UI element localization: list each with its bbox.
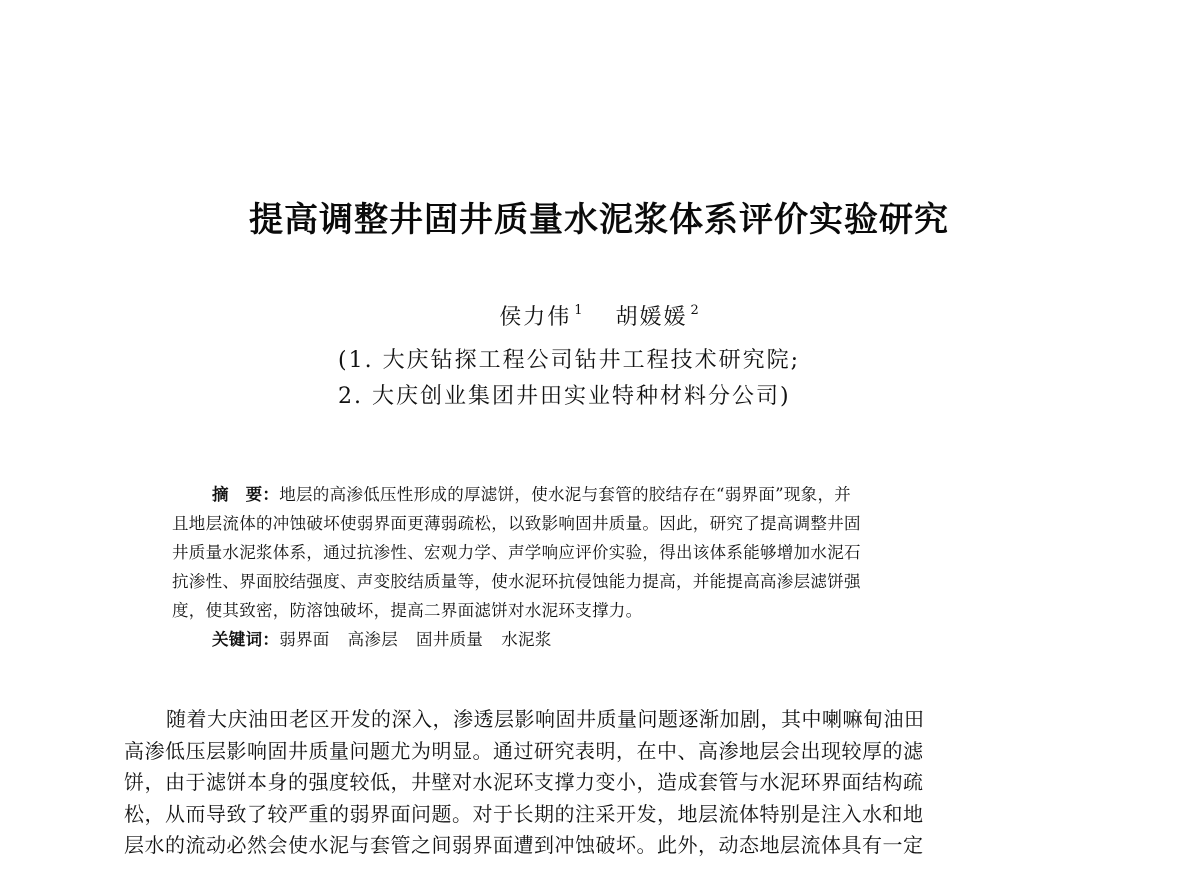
abstract-block [172,480,1044,654]
abstract-label: 摘 要： [212,485,280,504]
keywords-label: 关键词： [212,630,280,649]
keyword: 高渗层 [347,630,399,649]
paper-title: 提高调整井固井质量水泥浆体系评价实验研究 [249,200,949,240]
author-2-name: 胡媛媛 [615,305,688,330]
abstract-line: 井质量水泥浆体系，通过抗渗性、宏观力学、声学响应评价实验，得出该体系能够增加水泥石 [172,543,861,562]
author-1 [499,305,582,330]
abstract-line [172,480,1044,509]
keyword: 弱界面 [279,630,330,649]
author-2-affil-mark: 2 [690,303,699,318]
keyword: 水泥浆 [501,630,552,649]
abstract-line: 抗渗性、界面胶结强度、声变胶结质量等，使水泥环抗侵蚀能力提高，并能提高高渗层滤饼强 [172,572,861,591]
body-line: 层水的流动必然会使水泥与套管之间弱界面遭到冲蚀破坏。此外，动态地层流体具有一定 [124,833,924,857]
abstract-line: 度，使其致密，防溶蚀破坏，提高二界面滤饼对水泥环支撑力。 [172,601,643,620]
affiliation-2: 2. 大庆创业集团井田实业特种材料分公司) [338,384,791,409]
author-list [0,296,1198,333]
body-paragraph [124,704,1084,862]
body-line: 高渗低压层影响固井质量问题尤为明显。通过研究表明，在中、高渗地层会出现较厚的滤 [124,738,924,763]
body-line: 随着大庆油田老区开发的深入，渗透层影响固井质量问题逐渐加剧，其中喇嘛甸油田 [166,707,925,731]
abstract-line: 且地层流体的冲蚀破坏使弱界面更薄弱疏松，以致影响固井质量。因此，研究了提高调整井固 [172,514,861,533]
author-1-affil-mark: 1 [574,303,583,318]
author-1-name: 侯力伟 [499,305,572,330]
abstract-text: 地层的高渗低压性形成的厚滤饼，使水泥与套管的胶结存在“弱界面”现象，并 [279,485,852,504]
keyword: 固井质量 [416,630,484,649]
affiliation-1: (1. 大庆钻探工程公司钻井工程技术研究院; [338,348,800,373]
keywords-line [172,625,1044,654]
author-2 [616,305,699,330]
body-line: 饼，由于滤饼本身的强度较低，井壁对水泥环支撑力变小，造成套管与水泥环界面结构疏 [124,770,924,794]
body-line: 松，从而导致了较严重的弱界面问题。对于长期的注采开发，地层流体特别是注入水和地 [124,801,924,826]
